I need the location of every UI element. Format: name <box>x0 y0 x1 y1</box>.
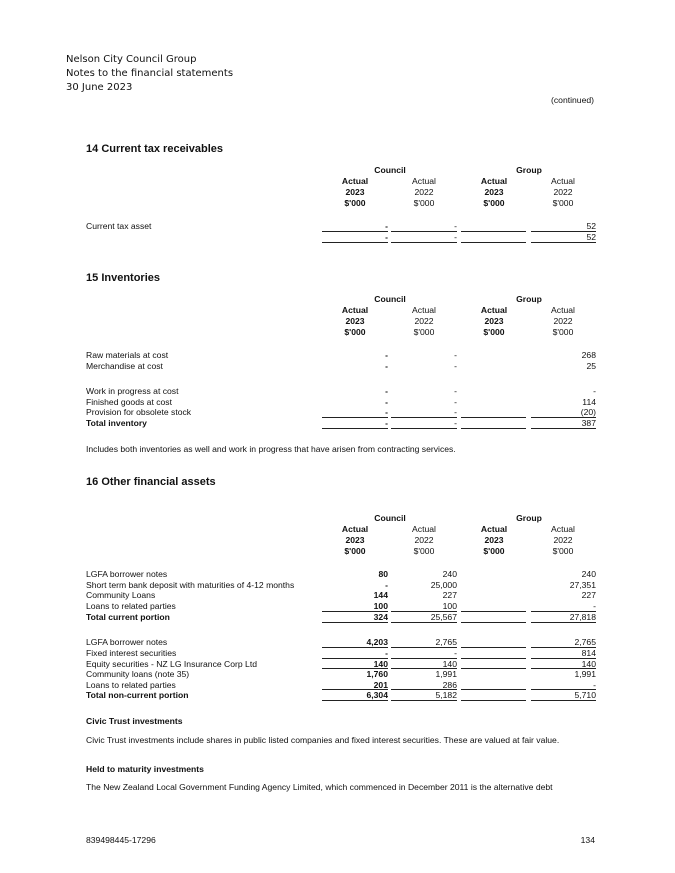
note16-noncurrent-row-3-g22: 1,991 <box>574 669 596 679</box>
note16-noncurrent-row-2-g22: 140 <box>581 659 596 669</box>
note14-c23-year: 2023 <box>345 187 365 197</box>
note16-nc-rule-a-g23 <box>461 647 526 648</box>
note16-c23-unit: $'000 <box>344 546 366 556</box>
note14-rule-g23 <box>461 231 526 232</box>
note16-noncurrent-row-2-label: Equity securities - NZ LG Insurance Corp Ltd <box>86 659 257 669</box>
note16-noncurrent-row-5-label: Total non-current portion <box>86 690 189 700</box>
note15-total-rule-c23 <box>322 428 388 429</box>
note14-total-g22: 52 <box>586 232 596 242</box>
note15-g23-year: 2023 <box>484 316 504 326</box>
note16-noncurrent-row-2-c23: 140 <box>373 659 388 669</box>
note16-c23-year: 2023 <box>345 535 365 545</box>
note15-rule-c23 <box>322 417 388 418</box>
note16-council-heading: Council <box>374 513 406 523</box>
note16-current-rule-g22 <box>531 611 596 612</box>
note16-g23-year: 2023 <box>484 535 504 545</box>
note16-g22-actual: Actual <box>551 524 575 534</box>
note16-noncurrent-row-0-c23: 4,203 <box>366 637 388 647</box>
note16-current-row-1-c23: - <box>385 580 388 590</box>
note15-total-rule-c22 <box>391 428 457 429</box>
note15-council-heading: Council <box>374 294 406 304</box>
note16-current-row-4-c22: 25,567 <box>430 612 457 622</box>
note16-current-row-2-c23: 144 <box>373 590 388 600</box>
note16-nc-rule-a-c22 <box>391 647 457 648</box>
note15-title <box>86 272 160 284</box>
note15-row-0-c23: - <box>385 350 388 360</box>
note16-current-row-3-c23: 100 <box>373 601 388 611</box>
note14-g23-year: 2023 <box>484 187 504 197</box>
note14-row-current-tax-g22: 52 <box>586 221 596 231</box>
note15-row-4-c22: - <box>454 407 457 417</box>
note16-nc-rule-d-g22 <box>531 689 596 690</box>
note16-c22-unit: $'000 <box>413 546 435 556</box>
civic-trust-text: Civic Trust investments include shares in public listed companies and fixed interest securities. These are valued at fair value. <box>86 735 560 745</box>
note16-current-row-2-c22: 227 <box>442 590 457 600</box>
note16-current-total-rule-g23 <box>461 622 526 623</box>
header-org: Nelson City Council Group <box>66 54 197 65</box>
note16-nc-rule-d-g23 <box>461 689 526 690</box>
note16-nc-total-rule-g22 <box>531 700 596 701</box>
note16-g23-unit: $'000 <box>483 546 505 556</box>
note16-group-heading: Group <box>516 513 542 523</box>
note14-title <box>86 143 223 155</box>
note16-noncurrent-row-1-g22: 814 <box>581 648 596 658</box>
note14-number: 14 <box>86 143 99 155</box>
note15-row-3-label: Finished goods at cost <box>86 397 172 407</box>
note15-c22-unit: $'000 <box>413 327 435 337</box>
note14-total-c22: - <box>454 232 457 242</box>
note16-number: 16 <box>86 476 99 488</box>
note16-nc-rule-a-c23 <box>322 647 388 648</box>
note16-nc-rule-c-g23 <box>461 668 526 669</box>
note15-row-1-label: Merchandise at cost <box>86 361 163 371</box>
note15-row-0-g22: 268 <box>581 350 596 360</box>
note14-g22-actual: Actual <box>551 176 575 186</box>
note16-noncurrent-row-1-c22: - <box>454 648 457 658</box>
note16-nc-rule-b-c23 <box>322 658 388 659</box>
note16-title-text: Other financial assets <box>101 476 216 488</box>
note15-g22-year: 2022 <box>553 316 573 326</box>
note16-c22-year: 2022 <box>414 535 434 545</box>
civic-trust-heading: Civic Trust investments <box>86 716 183 726</box>
note15-c23-actual: Actual <box>341 305 369 315</box>
note15-row-5-c23: - <box>385 418 388 428</box>
note16-c22-actual: Actual <box>412 524 436 534</box>
note14-total-rule-g22 <box>531 242 596 243</box>
note15-row-2-label: Work in progress at cost <box>86 386 179 396</box>
header-subtitle: Notes to the financial statements <box>66 68 234 79</box>
note14-total-rule-c23 <box>322 242 388 243</box>
note16-nc-rule-b-c22 <box>391 658 457 659</box>
note16-current-row-3-g22: - <box>593 601 596 611</box>
note16-current-rule-c23 <box>322 611 388 612</box>
note15-rule-g22 <box>531 417 596 418</box>
note14-c23-unit: $'000 <box>344 198 366 208</box>
note16-title <box>86 476 216 488</box>
note16-current-row-4-g22: 27,818 <box>569 612 596 622</box>
note16-noncurrent-row-0-label: LGFA borrower notes <box>86 637 168 647</box>
note16-current-total-rule-c23 <box>322 622 388 623</box>
note16-noncurrent-row-4-c23: 201 <box>373 680 388 690</box>
note16-noncurrent-row-0-c22: 2,765 <box>435 637 457 647</box>
note16-current-row-1-c22: 25,000 <box>430 580 457 590</box>
note15-c23-year: 2023 <box>345 316 365 326</box>
note16-current-row-4-c23: 324 <box>373 612 388 622</box>
note15-row-4-label: Provision for obsolete stock <box>86 407 192 417</box>
note15-c22-actual: Actual <box>412 305 436 315</box>
note15-row-2-c22: - <box>454 386 457 396</box>
note15-row-0-label: Raw materials at cost <box>86 350 169 360</box>
note15-c22-year: 2022 <box>414 316 434 326</box>
header-date: 30 June 2023 <box>66 82 133 93</box>
note15-row-1-c22: - <box>454 361 457 371</box>
note16-g22-unit: $'000 <box>552 546 574 556</box>
note16-current-row-0-c22: 240 <box>442 569 457 579</box>
note16-noncurrent-row-5-c23: 6,304 <box>366 690 388 700</box>
note14-c22-unit: $'000 <box>413 198 435 208</box>
note16-nc-total-rule-c22 <box>391 700 457 701</box>
note14-row-current-tax-c23: - <box>385 221 388 231</box>
note16-noncurrent-row-3-c22: 1,991 <box>435 669 457 679</box>
note14-g22-unit: $'000 <box>552 198 574 208</box>
note16-g22-year: 2022 <box>553 535 573 545</box>
note15-row-4-g22: (20) <box>580 407 596 417</box>
note16-current-rule-c22 <box>391 611 457 612</box>
note14-c22-year: 2022 <box>414 187 434 197</box>
note15-row-5-label: Total inventory <box>86 418 147 428</box>
note15-row-5-c22: - <box>454 418 457 428</box>
note16-nc-rule-c-g22 <box>531 668 596 669</box>
note16-current-row-3-c22: 100 <box>442 601 457 611</box>
note16-nc-rule-b-g23 <box>461 658 526 659</box>
note16-current-row-0-g22: 240 <box>581 569 596 579</box>
note15-c23-unit: $'000 <box>344 327 366 337</box>
note15-row-1-c23: - <box>385 361 388 371</box>
note15-row-5-g22: 387 <box>581 418 596 428</box>
note14-row-current-tax-label: Current tax asset <box>86 221 152 231</box>
note15-row-1-g22: 25 <box>586 361 596 371</box>
note16-noncurrent-row-0-g22: 2,765 <box>574 637 596 647</box>
note14-c23-actual: Actual <box>341 176 369 186</box>
note14-g23-unit: $'000 <box>483 198 505 208</box>
note15-total-rule-g22 <box>531 428 596 429</box>
note16-nc-rule-c-c23 <box>322 668 388 669</box>
note15-rule-g23 <box>461 417 526 418</box>
note14-total-c23: - <box>385 232 388 242</box>
note14-title-text: Current tax receivables <box>101 143 223 155</box>
held-to-maturity-heading: Held to maturity investments <box>86 764 204 774</box>
note15-row-0-c22: - <box>454 350 457 360</box>
note16-current-total-rule-g22 <box>531 622 596 623</box>
note15-title-text: Inventories <box>101 272 160 284</box>
note15-row-3-g22: 114 <box>582 397 596 407</box>
note16-nc-rule-c-c22 <box>391 668 457 669</box>
note15-g23-unit: $'000 <box>483 327 505 337</box>
note16-noncurrent-row-1-label: Fixed interest securities <box>86 648 177 658</box>
note16-current-row-4-label: Total current portion <box>86 612 170 622</box>
note16-noncurrent-row-5-c22: 5,182 <box>435 690 457 700</box>
note15-rule-c22 <box>391 417 457 418</box>
note15-g22-unit: $'000 <box>552 327 574 337</box>
note16-noncurrent-row-3-c23: 1,760 <box>366 669 388 679</box>
note15-total-rule-g23 <box>461 428 526 429</box>
note16-current-row-0-c23: 80 <box>378 569 388 579</box>
note14-row-current-tax-c22: - <box>454 221 457 231</box>
note16-current-row-1-label: Short term bank deposit with maturities of 4-12 months <box>86 580 295 590</box>
note16-current-rule-g23 <box>461 611 526 612</box>
note16-noncurrent-row-1-c23: - <box>385 648 388 658</box>
note15-footnote: Includes both inventories as well and work in progress that have arisen from contracting services. <box>86 444 456 454</box>
note15-g22-actual: Actual <box>551 305 575 315</box>
note16-current-row-1-g22: 27,351 <box>569 580 596 590</box>
note15-row-2-g22: - <box>593 386 596 396</box>
note16-noncurrent-row-3-label: Community loans (note 35) <box>86 669 190 679</box>
note16-current-total-rule-c22 <box>391 622 457 623</box>
footer-doc-id: 839498445-17296 <box>86 835 156 845</box>
note16-noncurrent-row-2-c22: 140 <box>442 659 457 669</box>
note15-row-3-c23: - <box>385 397 388 407</box>
note16-nc-total-rule-c23 <box>322 700 388 701</box>
note14-group-heading: Group <box>516 165 542 175</box>
note16-nc-total-rule-g23 <box>461 700 526 701</box>
note16-current-row-3-label: Loans to related parties <box>86 601 176 611</box>
note14-g22-year: 2022 <box>553 187 573 197</box>
note16-nc-rule-d-c23 <box>322 689 388 690</box>
footer-page-number: 134 <box>580 835 595 845</box>
note16-c23-actual: Actual <box>341 524 369 534</box>
note16-noncurrent-row-4-label: Loans to related parties <box>86 680 176 690</box>
note16-current-row-0-label: LGFA borrower notes <box>86 569 168 579</box>
note16-noncurrent-row-4-c22: 286 <box>442 680 457 690</box>
note14-total-rule-g23 <box>461 242 526 243</box>
note15-row-2-c23: - <box>385 386 388 396</box>
note16-noncurrent-row-5-g22: 5,710 <box>574 690 596 700</box>
note15-row-4-c23: - <box>385 407 388 417</box>
note15-group-heading: Group <box>516 294 542 304</box>
note14-c22-actual: Actual <box>412 176 436 186</box>
note14-council-heading: Council <box>374 165 406 175</box>
note15-g23-actual: Actual <box>480 305 508 315</box>
note16-nc-rule-b-g22 <box>531 658 596 659</box>
note16-current-row-2-label: Community Loans <box>86 590 156 600</box>
note15-row-3-c22: - <box>454 397 457 407</box>
note16-nc-rule-a-g22 <box>531 647 596 648</box>
note16-current-row-2-g22: 227 <box>581 590 596 600</box>
note16-g23-actual: Actual <box>480 524 508 534</box>
note16-nc-rule-d-c22 <box>391 689 457 690</box>
note15-number: 15 <box>86 272 99 284</box>
note16-noncurrent-row-4-g22: - <box>593 680 596 690</box>
held-to-maturity-text: The New Zealand Local Government Funding Agency Limited, which commenced in December 2011 is the alternative debt <box>86 782 553 792</box>
note14-total-rule-c22 <box>391 242 457 243</box>
continued-label: (continued) <box>551 95 594 105</box>
note14-g23-actual: Actual <box>480 176 508 186</box>
